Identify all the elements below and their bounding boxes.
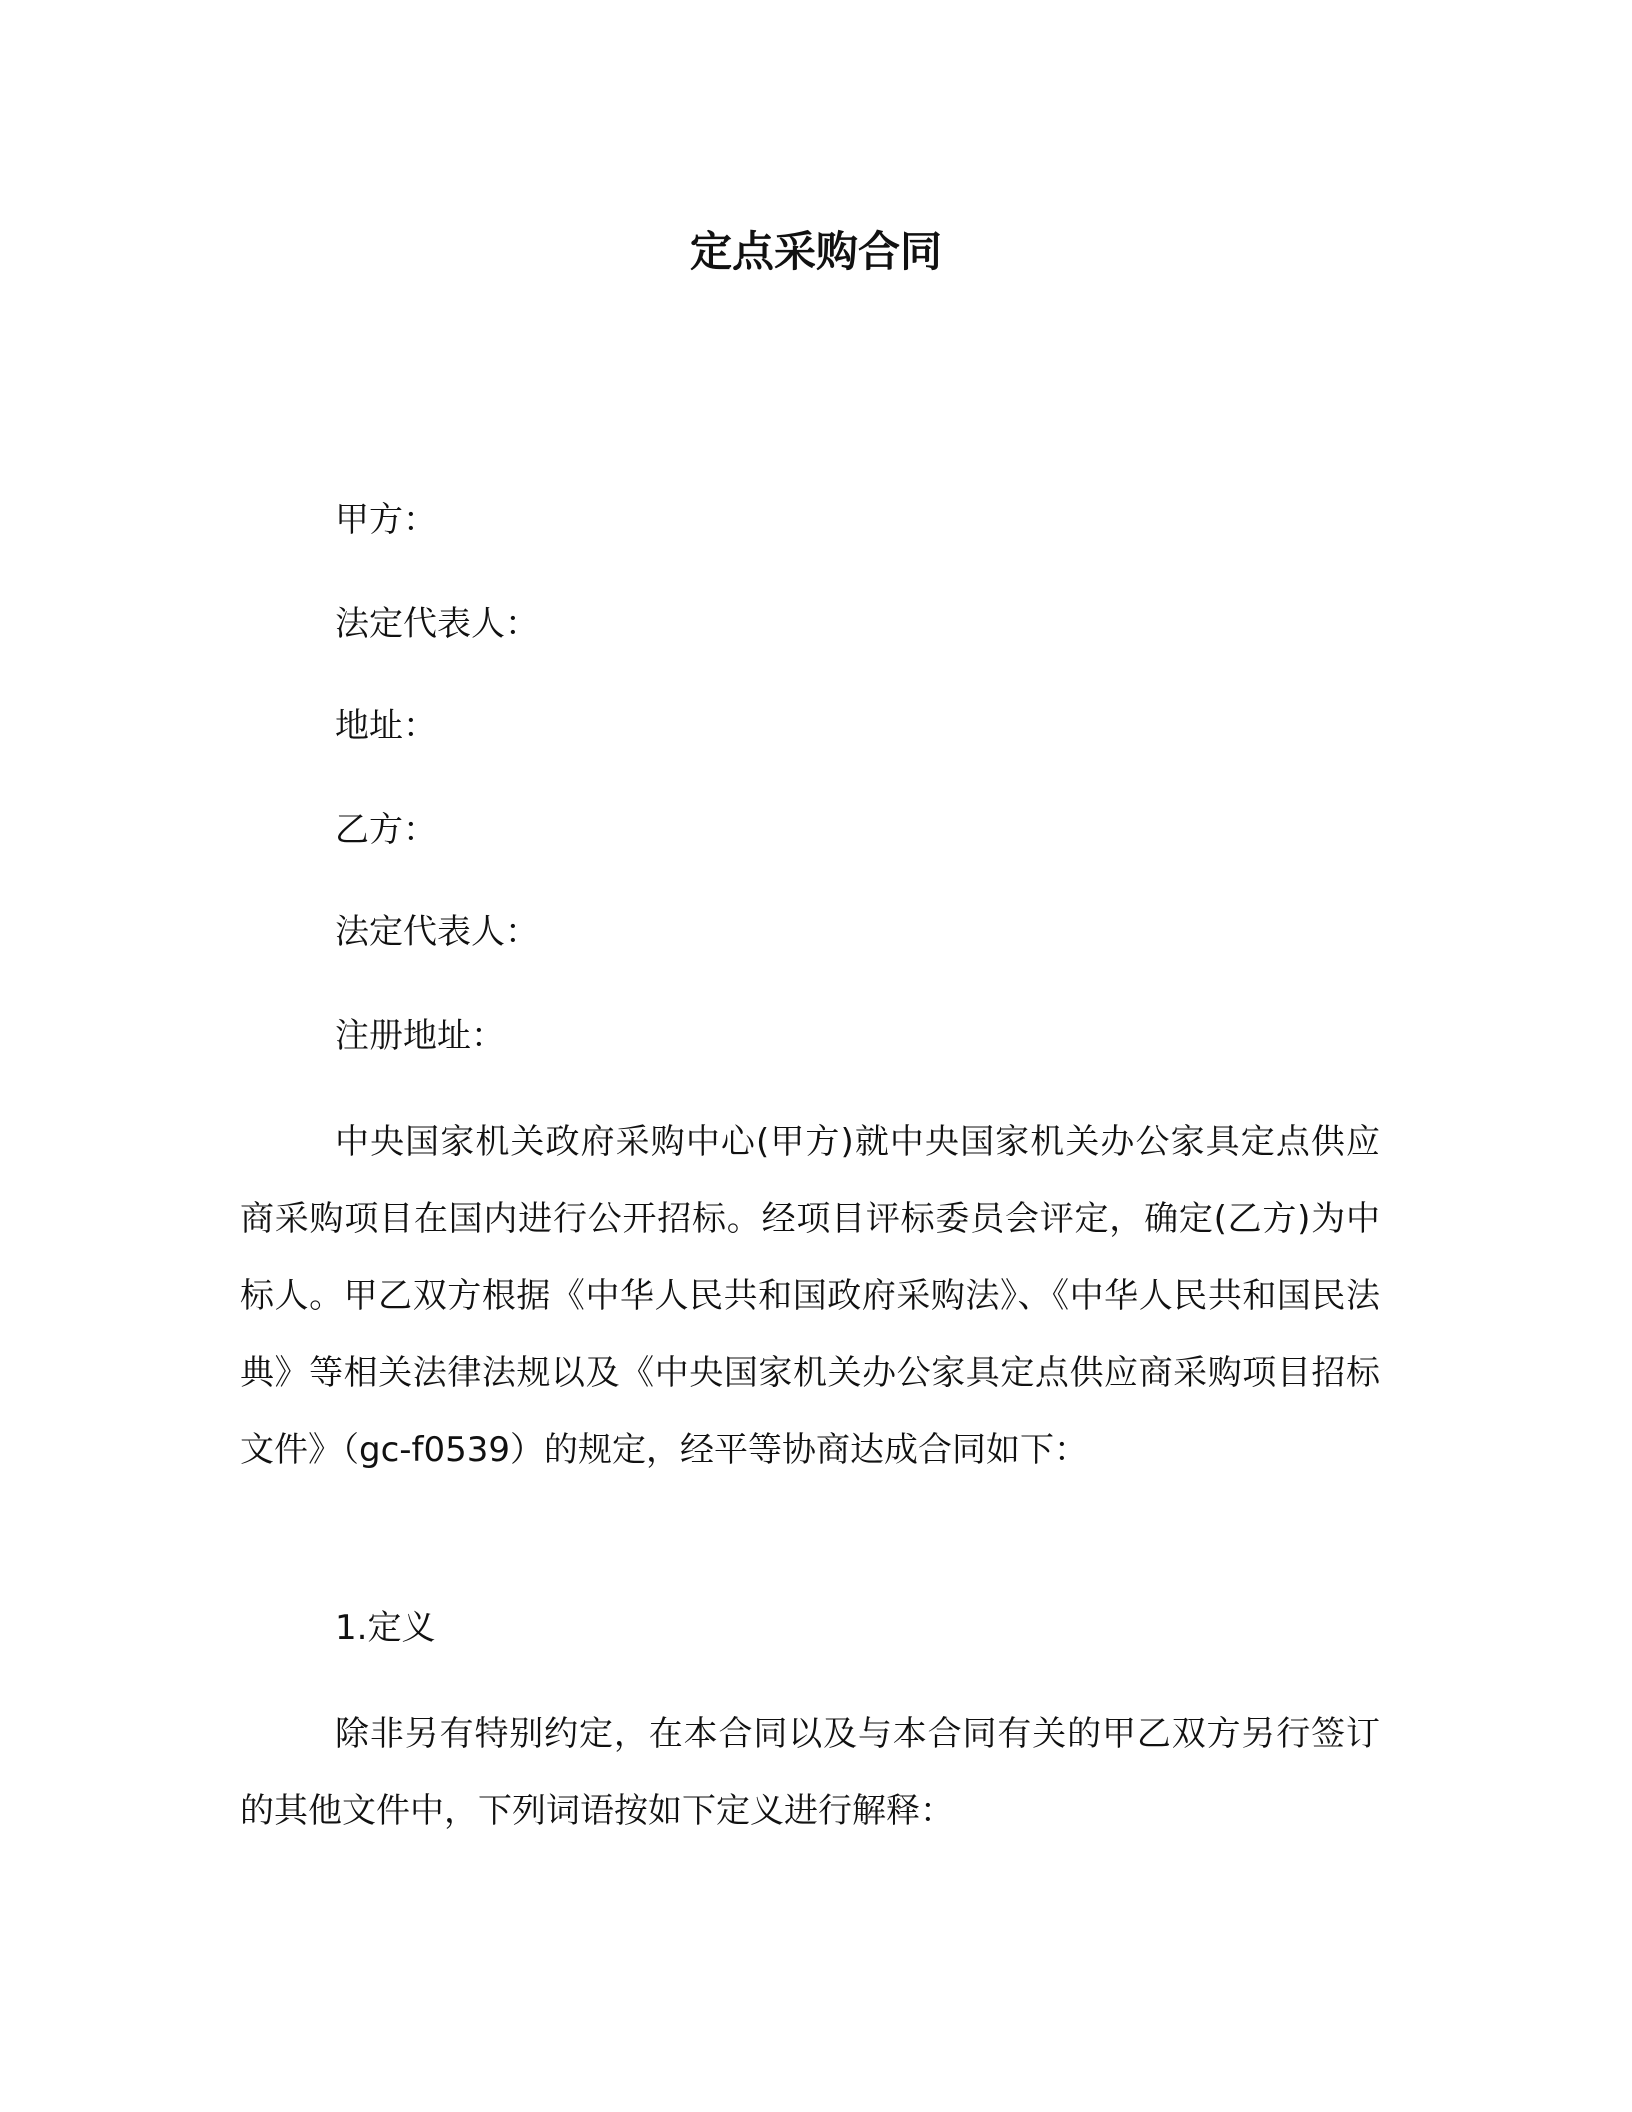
section-1-paragraph: 除非另有特别约定，在本合同以及与本合同有关的甲乙双方另行签订的其他文件中，下列词语按如下定义进行解释：	[240, 1714, 1380, 1831]
party-a-address-label: 地址：	[335, 706, 437, 746]
document-title: 定点采购合同	[689, 227, 942, 276]
party-a-label: 甲方：	[335, 500, 437, 540]
party-b-label: 乙方：	[335, 810, 437, 850]
party-b-legal-representative-label: 法定代表人：	[335, 912, 539, 952]
contract-intro-paragraph: 中央国家机关政府采购中心(甲方)就中央国家机关办公家具定点供应商采购项目在国内进行公开招标。经项目评标委员会评定，确定(乙方)为中标人。甲乙双方根据《中华人民共和国政府采购法》、《中华人民共和国民法典》等相关法律法规以及《中央国家机关办公家具定点供应商采购项目招标文件》（gc-f0539）的规定，经平等协商达成合同如下：	[240, 1122, 1380, 1470]
party-b-registered-address-label: 注册地址：	[335, 1016, 505, 1056]
party-a-legal-representative-label: 法定代表人：	[335, 604, 539, 644]
section-1-heading: 1.定义	[335, 1608, 436, 1648]
